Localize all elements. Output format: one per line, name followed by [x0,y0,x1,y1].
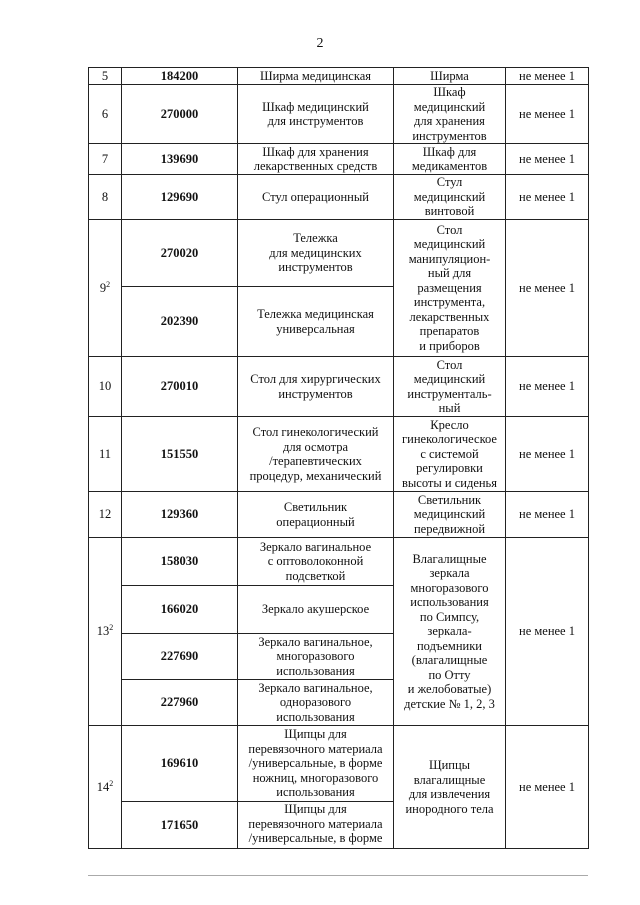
item-group: Светильник медицинский передвижной [394,492,506,538]
equipment-table [88,67,589,849]
table-row [89,357,589,417]
item-group: Шкаф для медикаментов [394,144,506,175]
row-number: 11 [89,417,122,492]
item-code: 202390 [122,287,238,357]
item-group: Щипцы влагалищные для извлечения инородного тела [394,726,506,849]
item-group: Влагалищные зеркала многоразового использования по Симпсу, зеркала- подъемники (влагалищные по Отту и желобоватые) детские № 1, 2, 3 [394,538,506,726]
row-number: 6 [89,85,122,144]
table-row [89,726,589,802]
table-row [89,220,589,287]
item-name: Зеркало вагинальное, многоразового использования [238,634,394,680]
item-group: Шкаф медицинский для хранения инструментов [394,85,506,144]
item-name: Зеркало акушерское [238,586,394,634]
table-row [89,85,589,144]
item-name: Зеркало вагинальное с оптоволоконной подсветкой [238,538,394,586]
item-code: 139690 [122,144,238,175]
item-name: Зеркало вагинальное, одноразового использования [238,680,394,726]
item-quantity: не менее 1 [506,85,589,144]
item-code: 270000 [122,85,238,144]
row-number: $13^2$ [89,538,122,726]
item-code: 270020 [122,220,238,287]
item-quantity: не менее 1 [506,492,589,538]
item-code: 184200 [122,68,238,85]
item-name: Стол для хирургических инструментов [238,357,394,417]
row-number: $14^2$ [89,726,122,849]
item-group: Кресло гинекологическое с системой регулировки высоты и сиденья [394,417,506,492]
row-number: $9^2$ [89,220,122,357]
table-row [89,538,589,586]
item-name: Стол гинекологический для осмотра /терапевтических процедур, механический [238,417,394,492]
page-number: 2 [316,36,324,51]
table-row [89,144,589,175]
item-code: 158030 [122,538,238,586]
item-quantity: не менее 1 [506,357,589,417]
item-group: Стул медицинский винтовой [394,175,506,220]
item-name: Щипцы для перевязочного материала /универсальные, в форме [238,802,394,849]
item-name: Щипцы для перевязочного материала /универсальные, в форме ножниц, многоразового использования [238,726,394,802]
item-code: 151550 [122,417,238,492]
table-row [89,492,589,538]
item-code: 227960 [122,680,238,726]
table-row [89,175,589,220]
item-quantity: не менее 1 [506,417,589,492]
item-name: Тележка медицинская универсальная [238,287,394,357]
item-name: Ширма медицинская [238,68,394,85]
item-quantity: не менее 1 [506,726,589,849]
item-name: Светильник операционный [238,492,394,538]
row-number: 12 [89,492,122,538]
page-bottom-rule [88,875,588,876]
item-code: 270010 [122,357,238,417]
item-name: Шкаф медицинский для инструментов [238,85,394,144]
row-number: 5 [89,68,122,85]
table-row [89,68,589,85]
item-group: Стол медицинский инструменталь- ный [394,357,506,417]
item-quantity: не менее 1 [506,538,589,726]
item-code: 166020 [122,586,238,634]
item-quantity: не менее 1 [506,220,589,357]
item-code: 129360 [122,492,238,538]
item-group: Ширма [394,68,506,85]
item-code: 169610 [122,726,238,802]
item-code: 227690 [122,634,238,680]
item-code: 171650 [122,802,238,849]
item-name: Стул операционный [238,175,394,220]
item-quantity: не менее 1 [506,175,589,220]
item-group: Стол медицинский манипуляцион- ный для размещения инструмента, лекарственных препаратов и приборов [394,220,506,357]
item-quantity: не менее 1 [506,144,589,175]
item-name: Шкаф для хранения лекарственных средств [238,144,394,175]
table-row [89,417,589,492]
item-name: Тележка для медицинских инструментов [238,220,394,287]
row-number: 8 [89,175,122,220]
item-code: 129690 [122,175,238,220]
item-quantity: не менее 1 [506,68,589,85]
row-number: 7 [89,144,122,175]
row-number: 10 [89,357,122,417]
